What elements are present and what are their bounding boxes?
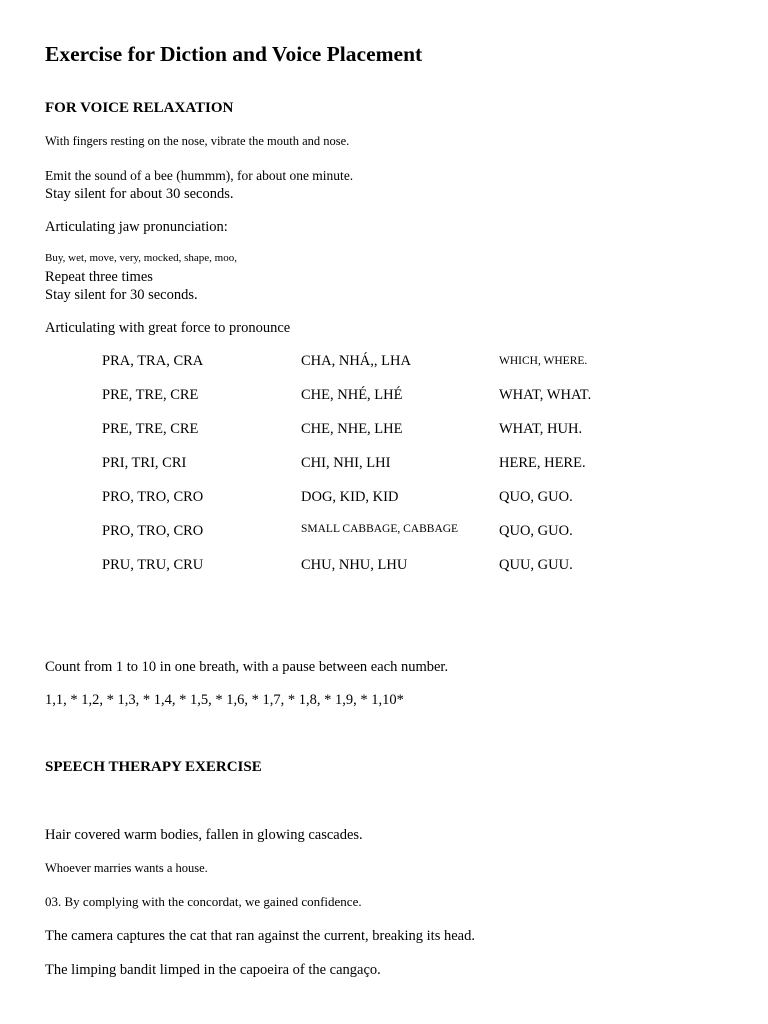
syllable-cell: PRE, TRE, CRE — [102, 387, 199, 403]
section-heading-speech-therapy: SPEECH THERAPY EXERCISE — [45, 759, 262, 775]
count-instruction: Count from 1 to 10 in one breath, with a pause between each number. — [45, 659, 449, 675]
syllable-cell: CHE, NHÉ, LHÉ — [301, 387, 403, 403]
syllable-cell: WHAT, WHAT. — [499, 387, 592, 403]
syllable-cell: CHU, NHU, LHU — [301, 557, 408, 573]
instruction-line: Repeat three times — [45, 269, 153, 285]
instruction-line: Emit the sound of a bee (hummm), for about one minute. — [45, 168, 354, 183]
instruction-line: Articulating with great force to pronounce — [45, 320, 291, 336]
syllable-cell: PRU, TRU, CRU — [102, 557, 204, 573]
syllable-cell: HERE, HERE. — [499, 455, 586, 471]
tongue-twister-line: The limping bandit limped in the capoeira of the cangaço. — [45, 962, 381, 978]
syllable-cell: PRA, TRA, CRA — [102, 353, 204, 369]
instruction-line: Stay silent for about 30 seconds. — [45, 186, 234, 202]
syllable-cell: PRE, TRE, CRE — [102, 421, 199, 437]
section-heading-voice-relaxation: FOR VOICE RELAXATION — [45, 100, 234, 116]
syllable-cell: QUO, GUO. — [499, 523, 573, 539]
syllable-cell: DOG, KID, KID — [301, 489, 399, 505]
tongue-twister-line: Whoever marries wants a house. — [45, 861, 208, 875]
tongue-twister-line: Hair covered warm bodies, fallen in glowing cascades. — [45, 827, 363, 843]
syllable-cell: CHE, NHE, LHE — [301, 421, 403, 437]
syllable-cell: PRO, TRO, CRO — [102, 523, 204, 539]
instruction-line: Buy, wet, move, very, mocked, shape, moo, — [45, 252, 237, 264]
count-sequence: 1,1, * 1,2, * 1,3, * 1,4, * 1,5, * 1,6, * 1,7, * 1,8, * 1,9, * 1,10* — [45, 692, 404, 708]
syllable-cell: QUU, GUU. — [499, 557, 573, 573]
syllable-cell: QUO, GUO. — [499, 489, 573, 505]
document-title: Exercise for Diction and Voice Placement — [45, 42, 423, 66]
syllable-cell: SMALL CABBAGE, CABBAGE — [301, 523, 459, 535]
instruction-line: With fingers resting on the nose, vibrate the mouth and nose. — [45, 134, 350, 148]
tongue-twister-line: The camera captures the cat that ran against the current, breaking its head. — [45, 928, 475, 944]
syllable-cell: WHICH, WHERE. — [499, 355, 588, 367]
syllable-cell: CHA, NHÁ,, LHA — [301, 353, 411, 369]
instruction-line: Articulating jaw pronunciation: — [45, 219, 228, 235]
syllable-cell: CHI, NHI, LHI — [301, 455, 391, 471]
tongue-twister-line: 03. By complying with the concordat, we gained confidence. — [45, 894, 362, 909]
syllable-cell: PRI, TRI, CRI — [102, 455, 187, 471]
instruction-line: Stay silent for 30 seconds. — [45, 287, 198, 303]
syllable-cell: WHAT, HUH. — [499, 421, 583, 437]
syllable-cell: PRO, TRO, CRO — [102, 489, 204, 505]
